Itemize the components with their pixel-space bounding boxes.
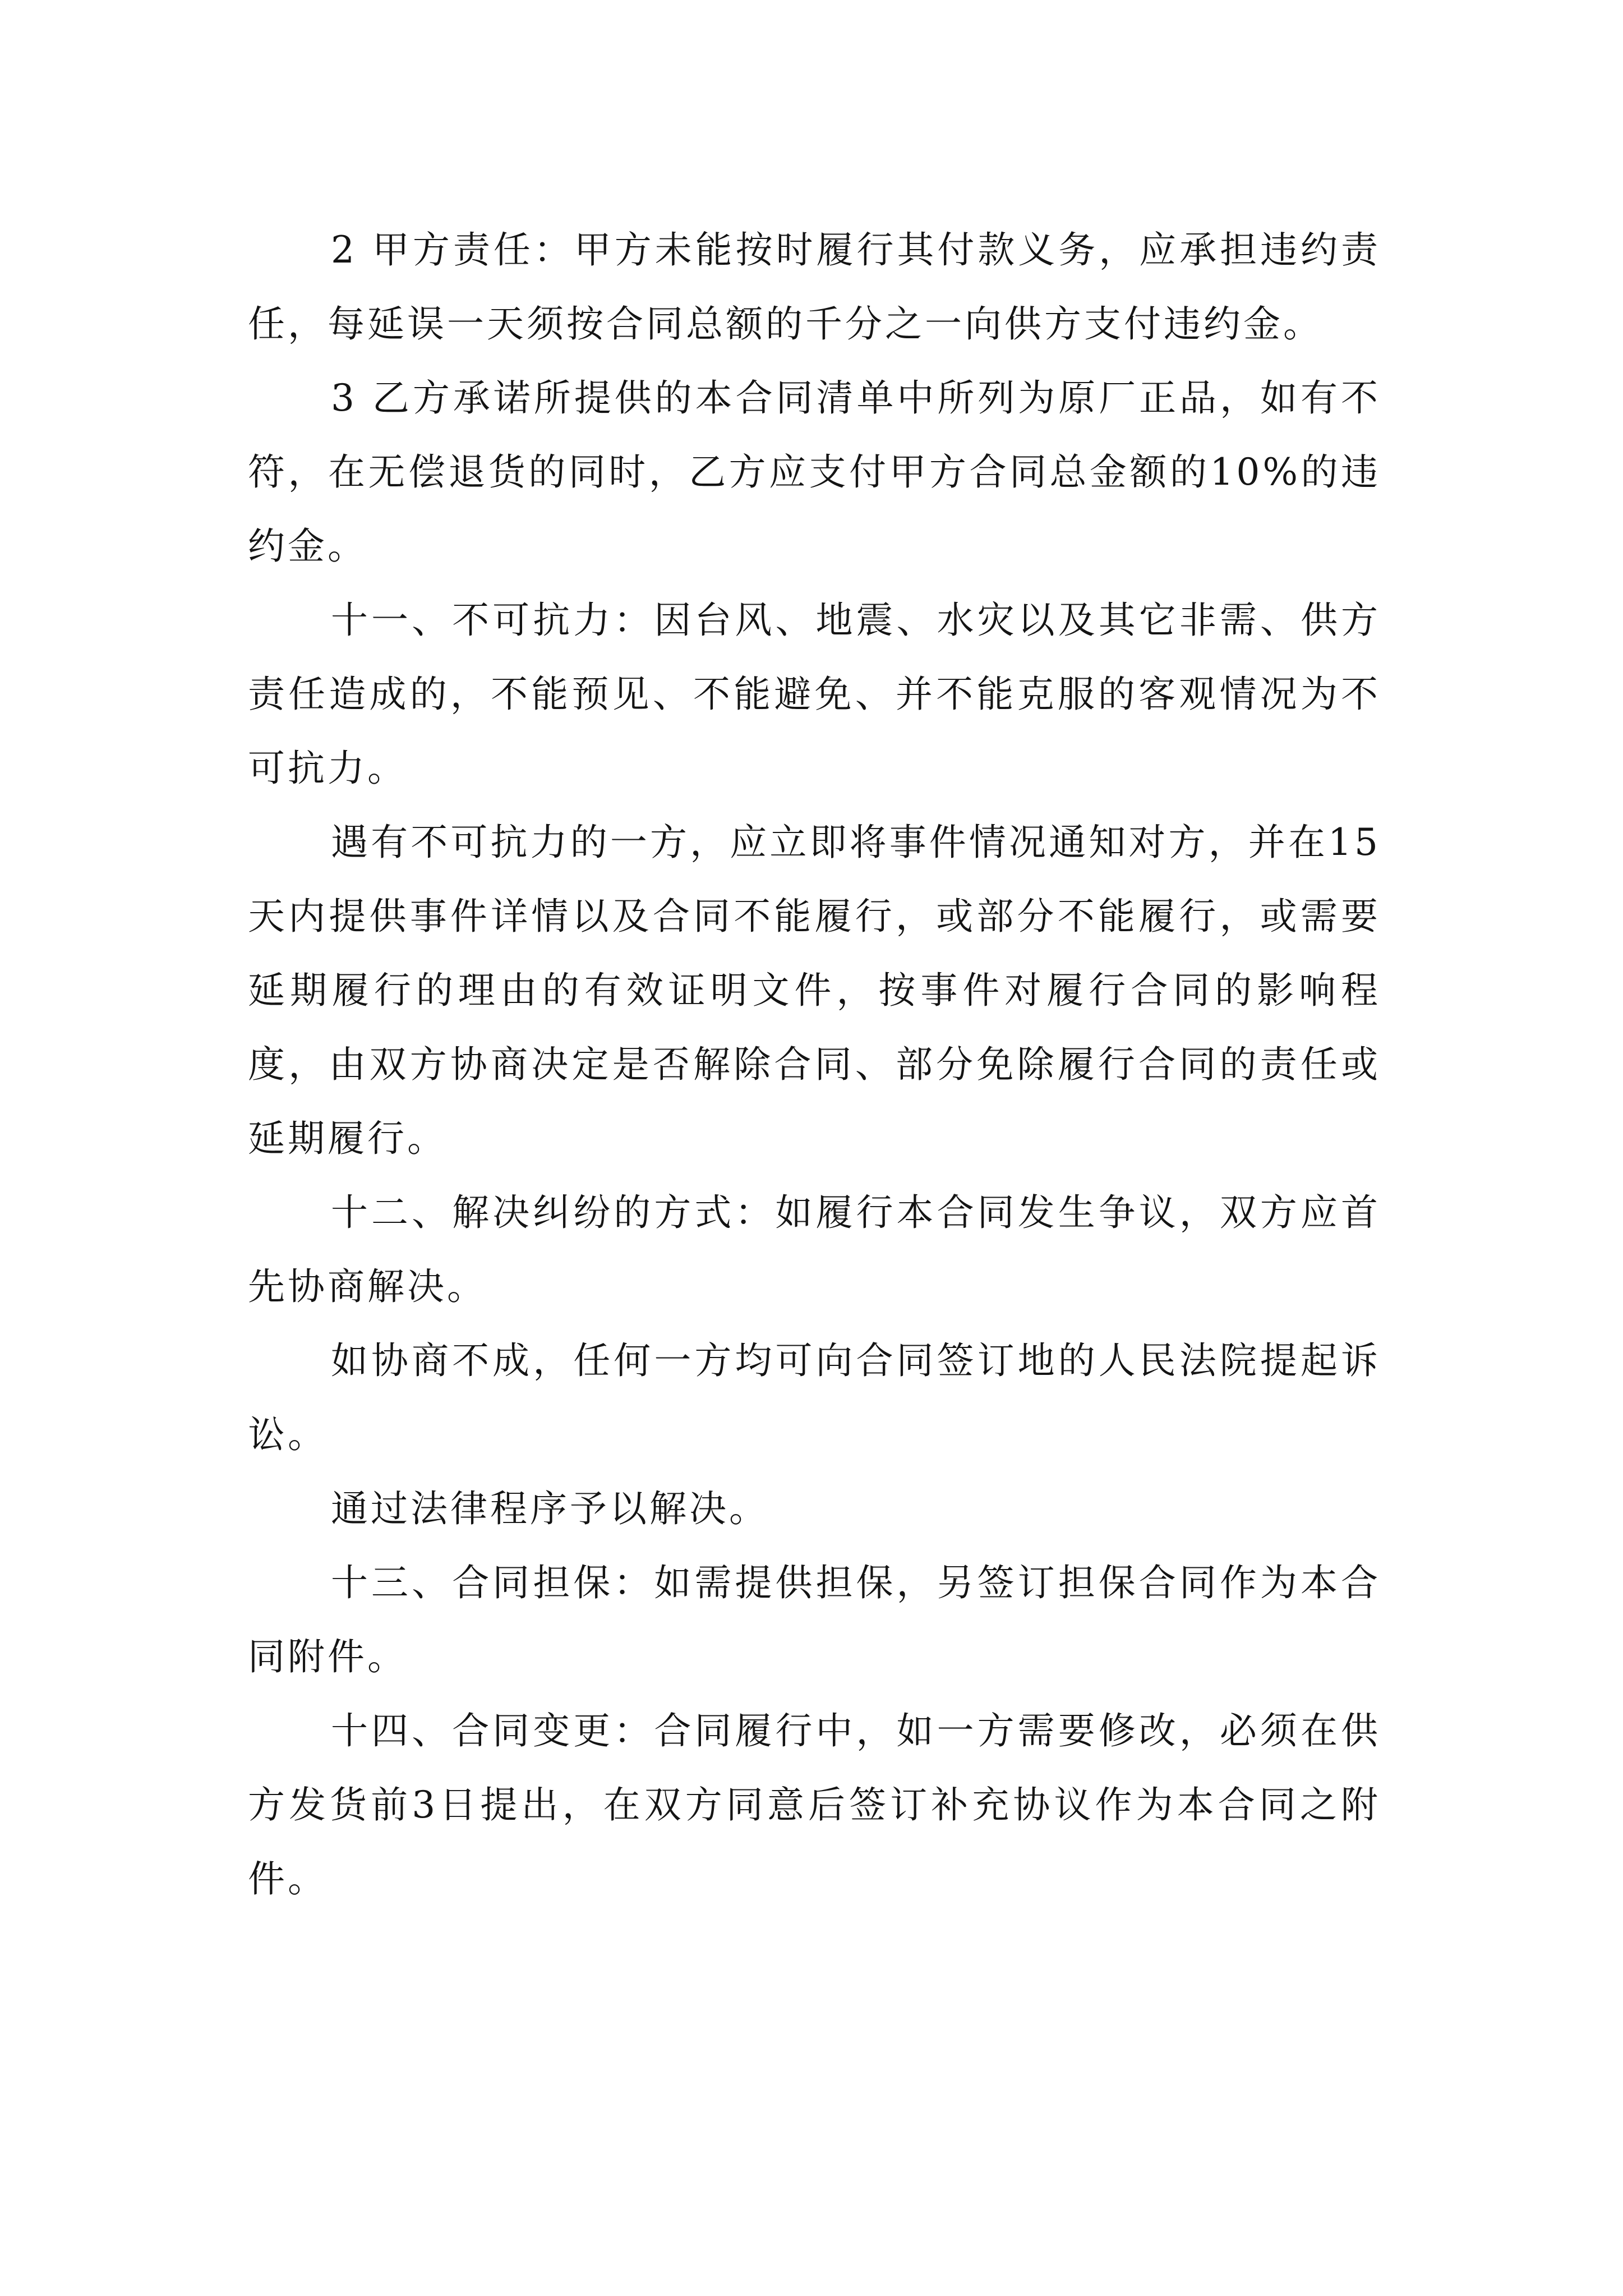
paragraph-litigation: 如协商不成，任何一方均可向合同签订地的人民法院提起诉讼。	[248, 1339, 1381, 1456]
paragraph-contract-change: 十四、合同变更：合同履行中，如一方需要修改，必须在供方发货前3日提出，在双方同意后签订补充协议作为本合同之附件。	[248, 1709, 1381, 1901]
paragraph-force-majeure: 十一、不可抗力：因台风、地震、水灾以及其它非需、供方责任造成的，不能预见、不能避免、并不能克服的客观情况为不可抗力。	[248, 599, 1381, 790]
paragraph-party-a-liability: 2 甲方责任：甲方未能按时履行其付款义务，应承担违约责任，每延误一天须按合同总额的千分之一向供方支付违约金。	[248, 228, 1381, 346]
paragraph-dispute-resolution: 十二、解决纠纷的方式：如履行本合同发生争议，双方应首先协商解决。	[248, 1191, 1381, 1308]
paragraph-contract-guarantee: 十三、合同担保：如需提供担保，另签订担保合同作为本合同附件。	[248, 1561, 1381, 1678]
contract-body	[248, 213, 1381, 1916]
paragraph-legal-procedure: 通过法律程序予以解决。	[331, 1487, 769, 1530]
paragraph-force-majeure-notice: 遇有不可抗力的一方，应立即将事件情况通知对方，并在15天内提供事件详情以及合同不能履行，或部分不能履行，或需要延期履行的理由的有效证明文件，按事件对履行合同的影响程度，由双方协商决定是否解除合同、部分免除履行合同的责任或延期履行。	[248, 821, 1381, 1160]
paragraph-party-b-guarantee: 3 乙方承诺所提供的本合同清单中所列为原厂正品，如有不符，在无偿退货的同时，乙方应支付甲方合同总金额的10%的违约金。	[248, 376, 1381, 568]
